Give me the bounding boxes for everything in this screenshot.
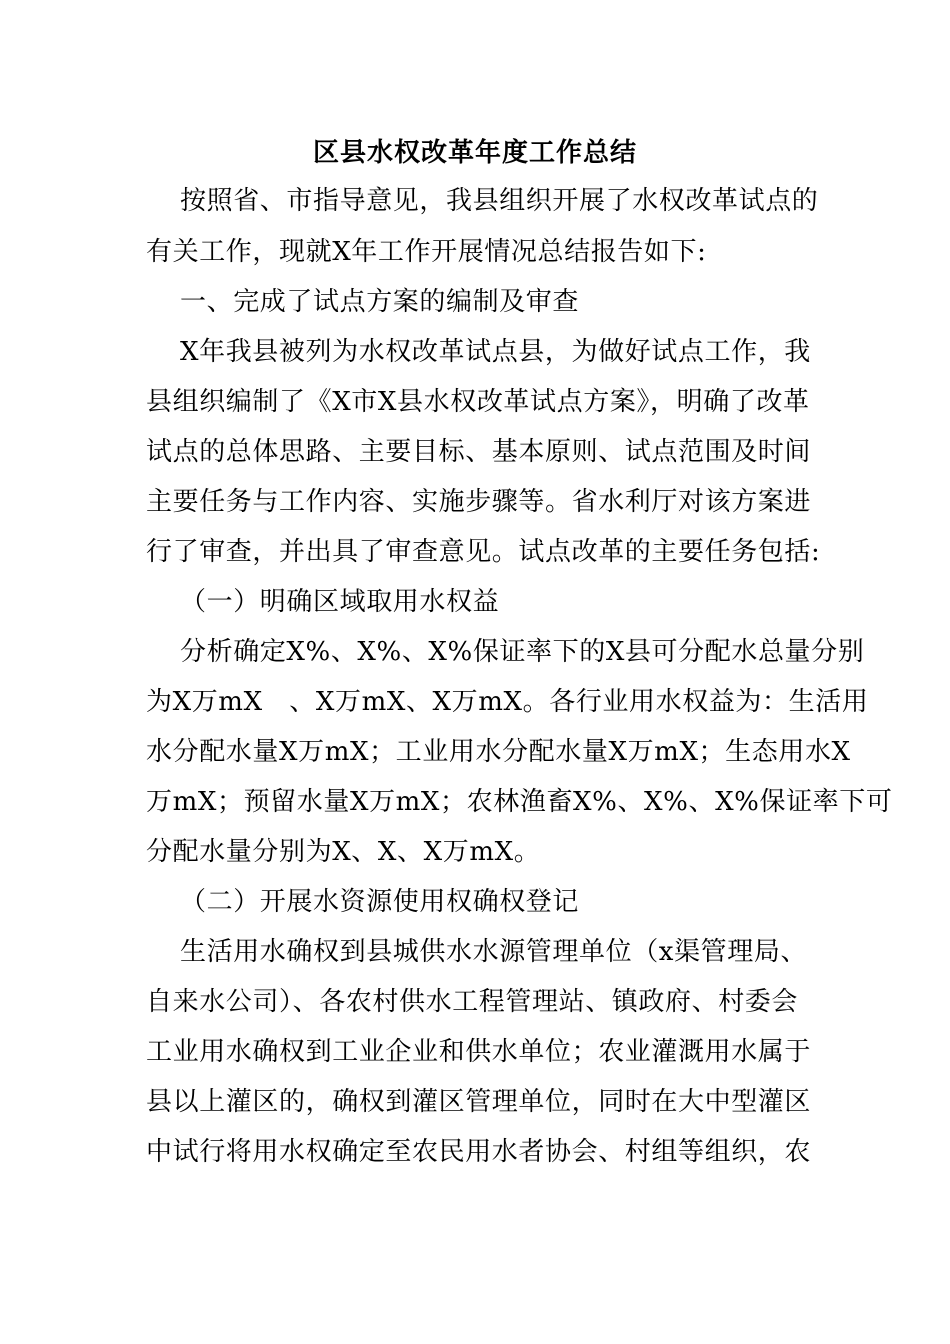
paragraph-line: 万mX；预留水量X万mX；农林渔畜X%、X%、X%保证率下可 <box>146 787 893 817</box>
section-heading: 一、完成了试点方案的编制及审查 <box>180 287 580 317</box>
paragraph-line: 试点的总体思路、主要目标、基本原则、试点范围及时间 <box>146 437 812 467</box>
paragraph-line: 行了审查，并出具了审查意见。试点改革的主要任务包括: <box>146 537 821 567</box>
paragraph-line: 工业用水确权到工业企业和供水单位；农业灌溉用水属于 <box>146 1037 812 1067</box>
paragraph-line: 分配水量分别为X、X、X万mX。 <box>146 837 541 867</box>
paragraph-line: 生活用水确权到县城供水水源管理单位（x渠管理局、 <box>180 937 808 967</box>
subsection-heading: （一）明确区域取用水权益 <box>180 587 500 617</box>
paragraph-line: 自来水公司）、各农村供水工程管理站、镇政府、村委会 <box>146 987 799 1017</box>
paragraph-line: 县组织编制了《X市X县水权改革试点方案》，明确了改革 <box>146 387 810 417</box>
paragraph-line: 分析确定X%、X%、X%保证率下的X县可分配水总量分别 <box>180 637 865 667</box>
paragraph-line: 按照省、市指导意见，我县组织开展了水权改革试点的 <box>180 186 819 216</box>
subsection-heading: （二）开展水资源使用权确权登记 <box>180 887 580 917</box>
paragraph-line: 有关工作，现就X年工作开展情况总结报告如下: <box>146 237 707 267</box>
document-title: 区县水权改革年度工作总结 <box>312 138 637 168</box>
paragraph-line: X年我县被列为水权改革试点县，为做好试点工作，我 <box>180 337 811 367</box>
paragraph-line: 为X万mX 、X万mX、X万mX。各行业用水权益为：生活用 <box>146 687 869 717</box>
paragraph-line: 主要任务与工作内容、实施步骤等。省水利厅对该方案进 <box>146 487 812 517</box>
paragraph-line: 县以上灌区的，确权到灌区管理单位，同时在大中型灌区 <box>146 1087 812 1117</box>
paragraph-line: 水分配水量X万mX；工业用水分配水量X万mX；生态用水X <box>146 737 851 767</box>
paragraph-line: 中试行将用水权确定至农民用水者协会、村组等组织，农 <box>146 1137 812 1167</box>
